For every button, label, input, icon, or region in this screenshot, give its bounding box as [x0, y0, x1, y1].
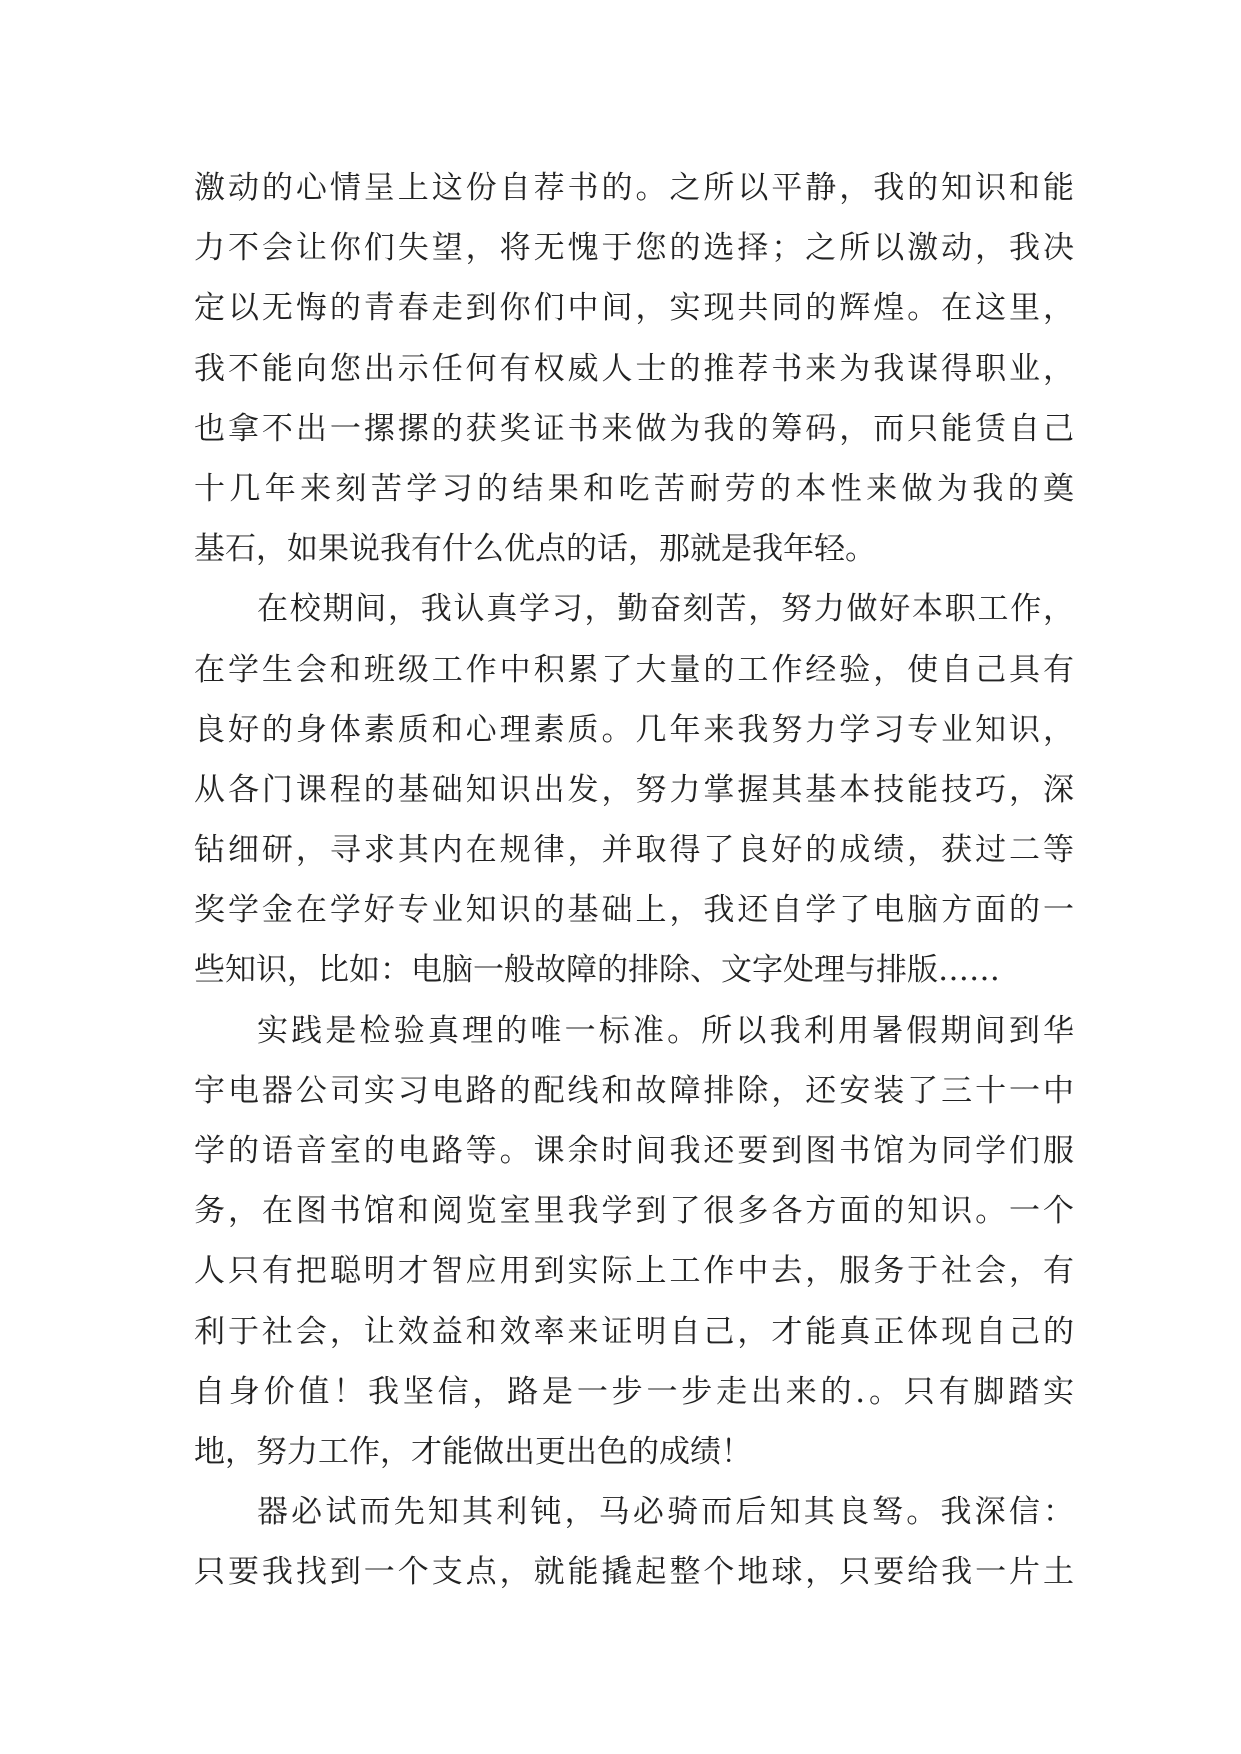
text-line: 人只有把聪明才智应用到实际上工作中去，服务于社会，有 — [194, 1253, 1074, 1290]
text-line: 务，在图书馆和阅览室里我学到了很多各方面的知识。一个 — [194, 1193, 1074, 1230]
paragraph-first-line: 在校期间，我认真学习，勤奋刻苦，努力做好本职工作， — [257, 591, 1074, 628]
text-line: 在学生会和班级工作中积累了大量的工作经验，使自己具有 — [194, 651, 1074, 688]
text-line: 激动的心情呈上这份自荐书的。之所以平静，我的知识和能 — [194, 170, 1074, 206]
text-line: 地，努力工作，才能做出更出色的成绩！ — [194, 1433, 752, 1470]
text-line: 只要我找到一个支点，就能撬起整个地球，只要给我一片土 — [194, 1554, 1074, 1591]
text-line: 奖学金在学好专业知识的基础上，我还自学了电脑方面的一 — [194, 892, 1074, 929]
paragraph-first-line: 器必试而先知其利钝，马必骑而后知其良驽。我深信： — [257, 1494, 1074, 1531]
text-line: 良好的身体素质和心理素质。几年来我努力学习专业知识， — [194, 711, 1074, 748]
body-text — [194, 158, 1074, 1603]
text-line: 钻细研，寻求其内在规律，并取得了良好的成绩，获过二等 — [194, 832, 1074, 869]
paragraph-first-line: 实践是检验真理的唯一标准。所以我利用暑假期间到华 — [257, 1012, 1074, 1049]
text-line: 定以无悔的青春走到你们中间，实现共同的辉煌。在这里， — [194, 290, 1074, 327]
text-line: 利于社会，让效益和效率来证明自己，才能真正体现自己的 — [194, 1313, 1074, 1350]
text-line: 自身价值！我坚信，路是一步一步走出来的.。只有脚踏实 — [194, 1373, 1074, 1410]
text-line: 十几年来刻苦学习的结果和吃苦耐劳的本性来做为我的奠 — [194, 470, 1074, 507]
text-line: 力不会让你们失望，将无愧于您的选择；之所以激动，我决 — [194, 230, 1074, 267]
text-line: 也拿不出一摞摞的获奖证书来做为我的筹码，而只能赁自己 — [194, 410, 1074, 447]
text-line: 从各门课程的基础知识出发，努力掌握其基本技能技巧，深 — [194, 771, 1074, 808]
text-line: 我不能向您出示任何有权威人士的推荐书来为我谋得职业， — [194, 350, 1074, 387]
text-line: 学的语音室的电路等。课余时间我还要到图书馆为同学们服 — [194, 1133, 1074, 1169]
text-line: 些知识，比如：电脑一般故障的排除、文字处理与排版…… — [194, 952, 1000, 989]
text-line: 宇电器公司实习电路的配线和故障排除，还安装了三十一中 — [194, 1072, 1074, 1109]
text-line: 基石，如果说我有什么优点的话，那就是我年轻。 — [194, 531, 876, 568]
